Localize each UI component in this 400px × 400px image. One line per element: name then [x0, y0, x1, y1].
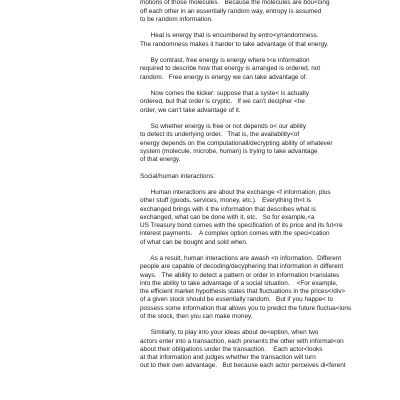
paragraph — [140, 189, 395, 247]
paragraph — [140, 32, 395, 49]
paragraph — [140, 57, 395, 82]
text-line: The randomness makes it harder to take advantage of that energy. — [140, 40, 329, 48]
text-line: off each other in an essentially random way, entropy is assumed — [140, 7, 322, 15]
text-line: order, we can't take advantage of it. — [140, 106, 241, 114]
text-line: Human interactions are about the exchange <f information, plus — [140, 189, 331, 196]
text-line: US Treasury bond comes with the specification of its price and its fut<re — [140, 222, 343, 229]
paragraph — [140, 329, 395, 370]
paragraph — [140, 255, 395, 321]
text-line: Now comes the kicker: suppose that a syste< is actually — [140, 90, 309, 97]
document-body — [140, 0, 395, 379]
text-line: By contrast, free energy is energy where t<e information — [140, 57, 310, 64]
text-line: random. Free energy is energy we can take advantage of. — [140, 73, 308, 81]
text-line: people are capable of decoding/decyphering that information in different — [140, 263, 344, 271]
text-line: energy depends on the computationall/decrypting ability of whatever — [140, 139, 333, 147]
text-line: of what can be bought and sold when. — [140, 238, 248, 246]
text-line: about their obligations under the transaction. Each actor<looks — [140, 345, 323, 353]
text-line: Social/human interactions: — [140, 172, 215, 180]
paragraph — [140, 0, 395, 24]
section-heading — [140, 173, 395, 181]
text-line: motions of those molecules. Because the molecules are bou<cing — [140, 0, 330, 7]
text-line: at that information and judges whether the transaction will turn — [140, 354, 316, 361]
text-line: Heat is energy that is encumbered by entro<y/randomness. — [140, 32, 319, 40]
text-line: into the ability to take advantage of a social situation. <For example, — [140, 279, 338, 287]
text-line: exchanged brings with it the information that describes what is — [140, 205, 316, 213]
text-line: out to their own advantage. But because each actor perceives di<ferent — [140, 362, 346, 370]
text-line: So whether energy is free or not depends o< our ability — [140, 123, 307, 130]
text-line: other stuff (goods, services, money, etc.). Everything th<t is — [140, 197, 312, 205]
text-line: of that energy. — [140, 156, 181, 163]
paragraph — [140, 90, 395, 115]
text-line: to detect its underlying order. That is, the availability<of — [140, 131, 300, 139]
text-line: interest payments. A complex option comes with the speci<cation — [140, 230, 330, 238]
text-line: ways. The ability to detect a pattern or order in information t<anslates — [140, 271, 340, 279]
text-line: actors enter into a transaction, each presents the other with informat<on — [140, 337, 344, 345]
text-line: system (molecule, microbe, human) is trying to take advantage — [140, 147, 318, 155]
text-line: exchanged, what can be done with it, etc. So for example,<a — [140, 213, 315, 221]
text-line: As a result, human interactions are awash <n information. Different — [140, 255, 342, 262]
text-line: ordered, but that order is cryptic. If we can't decipher <he — [140, 98, 305, 106]
text-line: the efficient market hypothesis states that fluctuations in the prices</div> — [140, 288, 346, 295]
text-line: possess some information that allows you to predict the future fluctua<ions — [140, 304, 352, 312]
text-line: to be random information. — [140, 15, 213, 23]
text-line: required to describe how that energy is arranged is ordered, not — [140, 65, 321, 73]
text-line: of a given stock should be essentially random. But if you happe< to — [140, 296, 334, 304]
text-line: of the stock, then you can make money. — [140, 312, 253, 320]
text-line: Similarly, to play into your ideas about de<eption, when two — [140, 329, 319, 337]
paragraph — [140, 123, 395, 164]
